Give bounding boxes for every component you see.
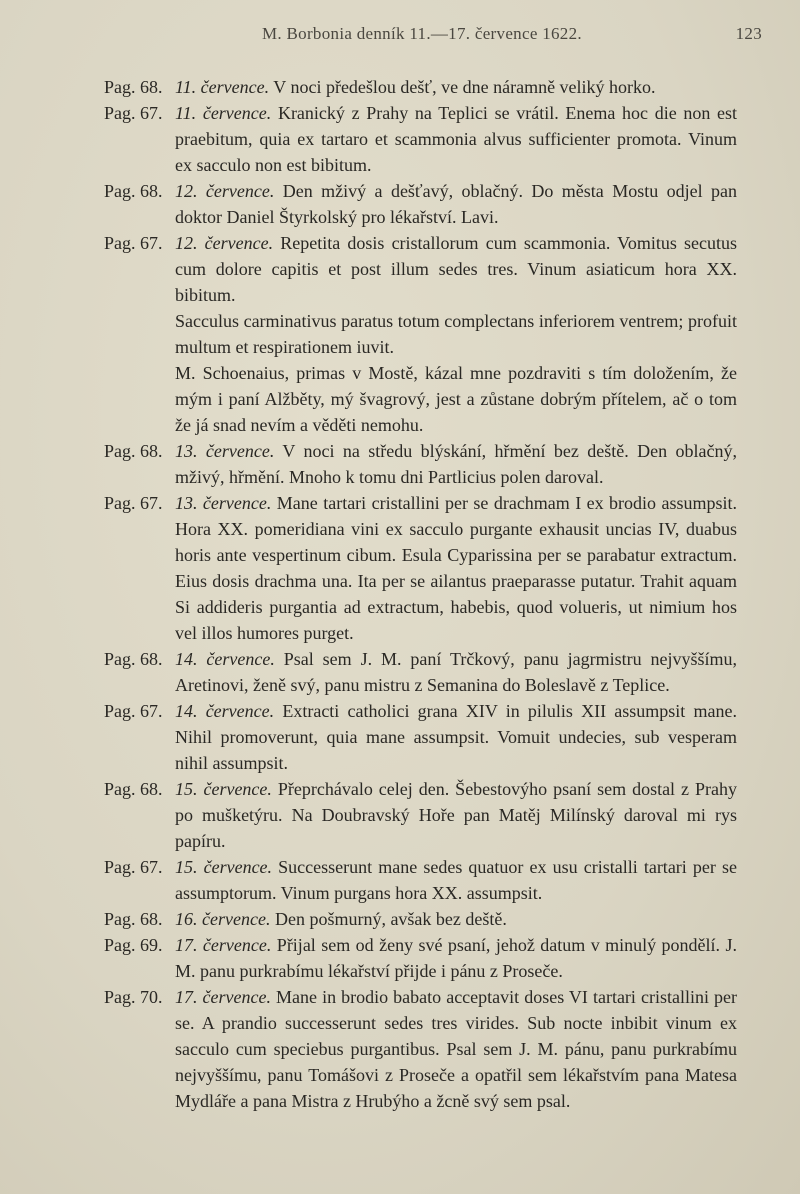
entry-paragraph: Sacculus carminativus paratus totum complectans inferiorem ventrem; profuit multum et respirationem iuvit.: [175, 311, 737, 357]
entry-text: [175, 100, 737, 178]
page-reference: Pag. 67.: [104, 857, 163, 877]
entry-body: Mane in brodio babato acceptavit doses VI tartari cristallini per se. A prandio successerunt sedes tres virides. Sub nocte inbibit vinum ex sacculo cum speciebus purgantibus. Psal sem J. M. pánu, panu purkrabímu nejvyššímu, panu Tomášovi z Proseče a opatřil sem lékařstvím pana Matesa Mydláře a pana Mistra z Hrubýho a žcně svý sem psal.: [175, 987, 737, 1111]
entry-text: [175, 438, 737, 490]
entry-date: 13. července.: [175, 441, 275, 461]
diary-entry: [0, 698, 800, 776]
page-reference: Pag. 68.: [104, 649, 163, 669]
entry-text: [175, 490, 737, 646]
entry-text: [175, 178, 737, 230]
entry-date: 14. července.: [175, 701, 275, 721]
page-reference: Pag. 67.: [104, 103, 163, 123]
entry-date: 16. července.: [175, 909, 271, 929]
entry-text: [175, 984, 737, 1114]
entry-date: 12. července.: [175, 233, 274, 253]
entry-body: V noci na středu blýskání, hřmění bez deště. Den oblačný, mživý, hřmění. Mnoho k tomu dni Partlicius polen daroval.: [175, 441, 737, 487]
page-reference: Pag. 68.: [104, 77, 163, 97]
diary-entry: [0, 776, 800, 854]
entry-date: 14. července.: [175, 649, 275, 669]
entry-text: [175, 230, 737, 438]
entry-date: 11. července.: [175, 103, 272, 123]
diary-entry: [0, 646, 800, 698]
diary-entry: [0, 984, 800, 1114]
page-reference: Pag. 68.: [104, 181, 163, 201]
page-reference: Pag. 67.: [104, 493, 163, 513]
page-reference: Pag. 70.: [104, 987, 163, 1007]
entry-text: [175, 906, 737, 932]
entry-body: Přijal sem od ženy své psaní, jehož datum v minulý pondělí. J. M. panu purkrabímu lékařství přijde i pánu z Proseče.: [175, 935, 737, 981]
diary-entry: [0, 230, 800, 438]
entry-body: Successerunt mane sedes quatuor ex usu cristalli tartari per se assumptorum. Vinum purgans hora XX. assumpsit.: [175, 857, 737, 903]
entry-date: 11. července.: [175, 77, 270, 97]
diary-entry: [0, 178, 800, 230]
page-reference: Pag. 68.: [104, 909, 163, 929]
entry-body: Přeprchávalo celej den. Šebestovýho psaní sem dostal z Prahy po mušketýru. Na Doubravský Hoře pan Matěj Milínský daroval mi rys papíru.: [175, 779, 737, 851]
entry-date: 12. července.: [175, 181, 275, 201]
entry-date: 13. července.: [175, 493, 272, 513]
entry-text: [175, 74, 737, 100]
entry-text: [175, 646, 737, 698]
entry-text: [175, 776, 737, 854]
entry-body: V noci předešlou dešť, ve dne náramně veliký horko.: [269, 77, 656, 97]
entry-body: Den mživý a dešťavý, oblačný. Do města Mostu odjel pan doktor Daniel Štyrkolský pro lékařství. Lavi.: [175, 181, 737, 227]
entry-date: 17. července.: [175, 935, 272, 955]
entry-date: 15. července.: [175, 857, 273, 877]
page-reference: Pag. 68.: [104, 779, 163, 799]
entry-body: Extracti catholici grana XIV in pilulis XII assumpsit mane. Nihil promoverunt, quia mane assumpsit. Vomuit undecies, sub vesperam nihil assumpsit.: [175, 701, 737, 773]
page-reference: Pag. 68.: [104, 441, 163, 461]
diary-entries: [0, 74, 800, 1114]
diary-entry: [0, 490, 800, 646]
entry-body: Den pošmurný, avšak bez deště.: [270, 909, 507, 929]
diary-entry: [0, 74, 800, 100]
entry-date: 17. července.: [175, 987, 271, 1007]
diary-entry: [0, 932, 800, 984]
entry-body: Kranický z Prahy na Teplici se vrátil. Enema hoc die non est praebitum, quia ex tartaro et scammonia alvus sufficienter promota. Vinum ex sacculo non est bibitum.: [175, 103, 737, 175]
entry-text: [175, 854, 737, 906]
diary-entry: [0, 906, 800, 932]
entry-text: [175, 932, 737, 984]
entry-paragraph: M. Schoenaius, primas v Mostě, kázal mne pozdraviti s tím doložením, že mým i paní Alžběty, mý švagrový, jest a zůstane dobrým přítelem, ač o tom že já snad nevím a věděti nemohu.: [175, 363, 737, 435]
page-reference: Pag. 67.: [104, 233, 163, 253]
page-number: 123: [735, 24, 762, 43]
entry-body: Repetita dosis cristallorum cum scammonia. Vomitus secutus cum dolore capitis et post illum sedes tres. Vinum asiaticum hora XX. bibitum.: [175, 233, 737, 305]
page-reference: Pag. 67.: [104, 701, 163, 721]
diary-entry: [0, 854, 800, 906]
running-title: M. Borbonia denník 11.—17. července 1622.: [262, 24, 582, 43]
diary-entry: [0, 438, 800, 490]
entry-text: [175, 698, 737, 776]
entry-body: Mane tartari cristallini per se drachmam I ex brodio assumpsit. Hora XX. pomeridiana vini ex sacculo purgante exhausit uncias IV, duabus horis ante vespertinum cibum. Esula Cyparissina per se parabatur extractum. Eius dosis drachma una. Ita per se ailantus praeparasse putatur. Trahit aquam Si addideris purgantia ad extractum, habebis, quod volueris, ut nimium hos vel illos humores purget.: [175, 493, 737, 643]
entry-body: Psal sem J. M. paní Trčkový, panu jagrmistru nejvyššímu, Aretinovi, ženě svý, panu mistru z Semanina do Boleslavě z Teplice.: [175, 649, 738, 695]
entry-date: 15. července.: [175, 779, 272, 799]
page-reference: Pag. 69.: [104, 935, 163, 955]
diary-entry: [0, 100, 800, 178]
